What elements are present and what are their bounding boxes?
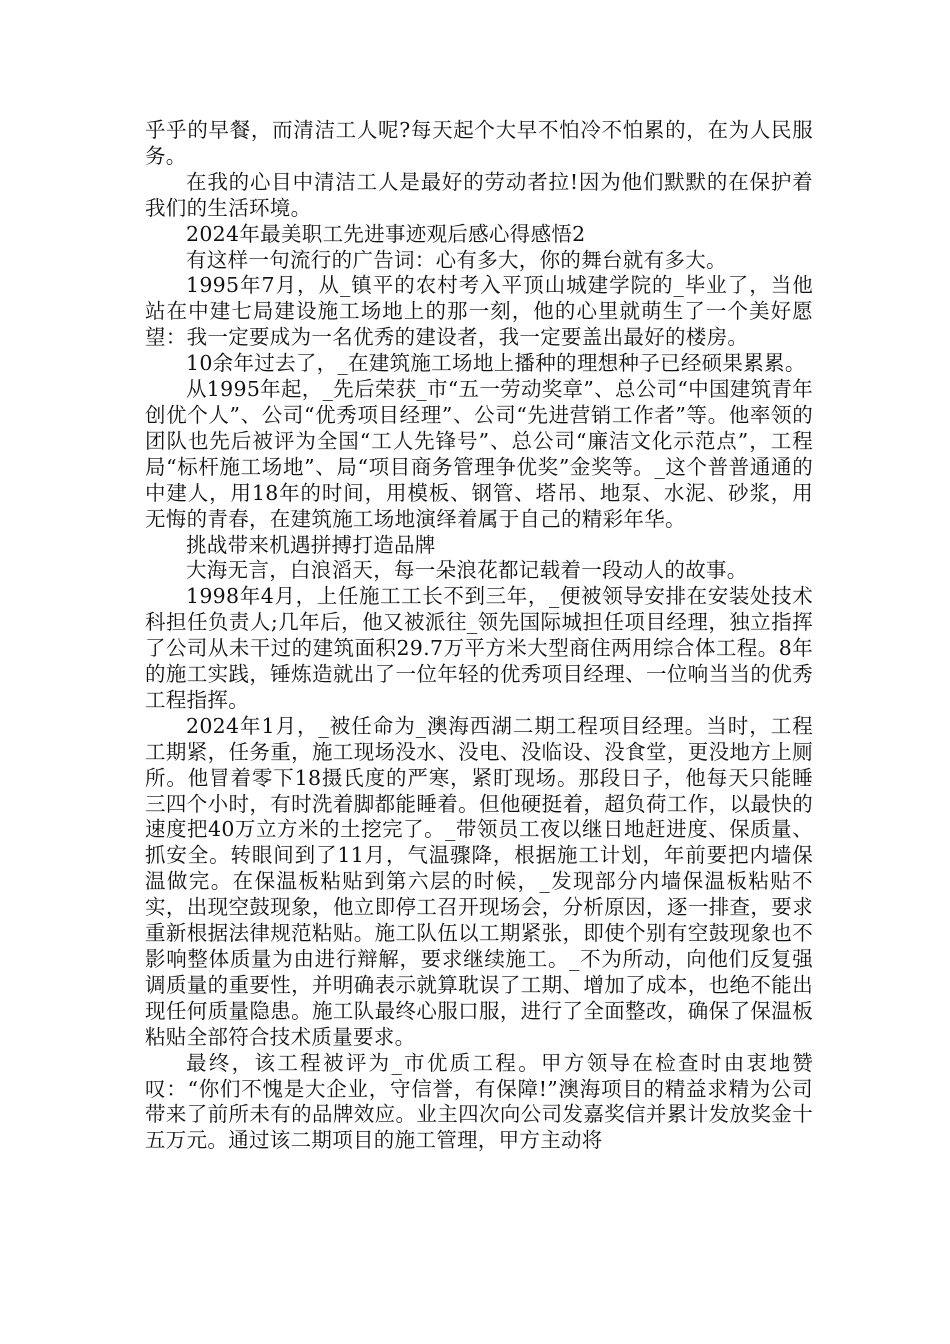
paragraph: 1995年7月，从_镇平的农村考入平顶山城建学院的_毕业了，当他站在中建七局建设施工场地上的那一刻，他的心里就萌生了一个美好愿望：我一定要成为一名优秀的建设者，我一定要盖出最好的楼房。: [145, 273, 813, 350]
paragraph: 10余年过去了，_在建筑施工场地上播种的理想种子已经硕果累累。: [186, 351, 806, 376]
paragraph: 从1995年起，_先后荣获_市“五一劳动奖章”、总公司“中国建筑青年创优个人”、公司“优秀项目经理”、公司“先进营销工作者”等。他率领的团队也先后被评为全国“工人先锋号”、总公司“廉洁文化示范点”，工程局“标杆施工场地”、局“项目商务管理争优奖”金奖等。_这个普普通通的中建人，用18年的时间，用模板、钢管、塔吊、地泵、水泥、砂浆，用无悔的青春，在建筑施工场地演绎着属于自己的精彩年华。: [145, 377, 813, 531]
section-heading: 2024年最美职工先进事迹观后感心得感悟2: [186, 221, 586, 246]
paragraph: 1998年4月，上任施工工长不到三年，_便被领导安排在安装处技术科担任负责人;几年后，他又被派往_领先国际城担任项目经理，独立指挥了公司从未干过的建筑面积29.7万平方米大型商住两用综合体工程。8年的施工实践，锤炼造就出了一位年轻的优秀项目经理、一位响当当的优秀工程指挥。: [145, 584, 813, 712]
paragraph: 大海无言，白浪滔天，每一朵浪花都记载着一段动人的故事。: [186, 558, 748, 583]
paragraph: 2024年1月，_被任命为_澳海西湖二期工程项目经理。当时，工程工期紧，任务重，施工现场没水、没电、没临设、没食堂，更没地方上厕所。他冒着零下18摄氏度的严寒，紧盯现场。那段日子，他每天只能睡三四个小时，有时洗着脚都能睡着。但他硬挺着，超负荷工作，以最快的速度把40万立方米的土挖完了。_带领员工夜以继日地赶进度、保质量、抓安全。转眼间到了11月，气温骤降，根据施工计划，年前要把内墙保温做完。在保温板粘贴到第六层的时候，_发现部分内墙保温板粘贴不实，出现空鼓现象，他立即停工召开现场会，分析原因，逐一排查，要求重新根据法律规范粘贴。施工队伍以工期紧张，即使个别有空鼓现象也不影响整体质量为由进行辩解，要求继续施工。_不为所动，向他们反复强调质量的重要性，并明确表示就算耽误了工期、增加了成本，也绝不能出现任何质量隐患。施工队最终心服口服，进行了全面整改，确保了保温板粘贴全部符合技术质量要求。: [145, 713, 813, 1049]
paragraph: 最终，该工程被评为_市优质工程。甲方领导在检查时由衷地赞叹：“你们不愧是大企业，守信誉，有保障!”澳海项目的精益求精为公司带来了前所未有的品牌效应。业主四次向公司发嘉奖信并累计发放奖金十五万元。通过该二期项目的施工管理，甲方主动将: [145, 1050, 813, 1153]
paragraph: 在我的心目中清洁工人是最好的劳动者拉!因为他们默默的在保护着我们的生活环境。: [145, 169, 813, 220]
paragraph: 有这样一句流行的广告词：心有多大，你的舞台就有多大。: [186, 247, 727, 272]
section-heading: 挑战带来机遇拼搏打造品牌: [186, 532, 436, 557]
document-page: [145, 118, 813, 1154]
paragraph: 乎乎的早餐，而清洁工人呢?每天起个大早不怕冷不怕累的，在为人民服务。: [145, 118, 813, 168]
